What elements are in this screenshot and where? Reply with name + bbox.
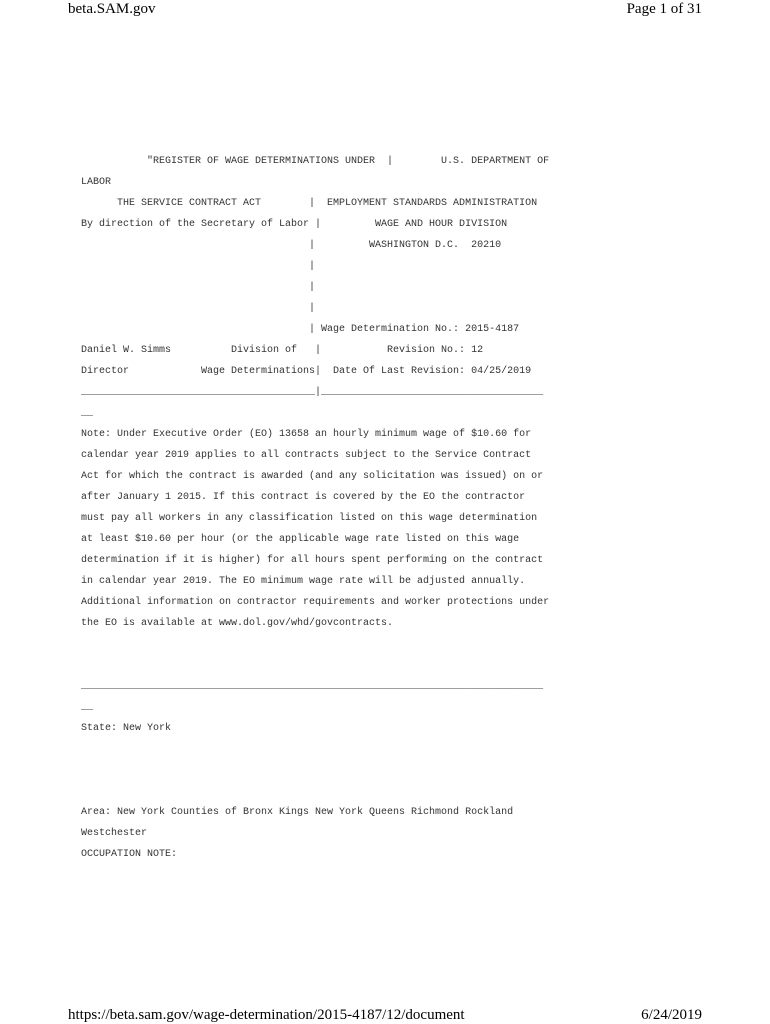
doc-line-rule-2-tail: __	[81, 702, 94, 713]
doc-line-rule-1-tail: __	[81, 408, 94, 419]
doc-line-note-6: at least $10.60 per hour (or the applicable wage rate listed on this wage	[81, 534, 520, 545]
doc-line-area: Area: New York Counties of Bronx Kings New York Queens Richmond Rockland	[81, 807, 514, 818]
doc-line-note-2: calendar year 2019 applies to all contracts subject to the Service Contract	[81, 450, 532, 461]
doc-line-note-5: must pay all workers in any classification listed on this wage determination	[81, 513, 538, 524]
doc-line-note-9: Additional information on contractor requirements and worker protections under	[81, 597, 550, 608]
doc-line-blank-1	[81, 634, 641, 655]
doc-line-rule-1: _______________________________________|_____________________________________	[81, 387, 544, 398]
site-name: beta.SAM.gov	[68, 1, 156, 17]
doc-line-area-cont: Westchester	[81, 828, 148, 839]
doc-line-divider-1: |	[81, 261, 316, 272]
wage-determination-document	[81, 151, 641, 865]
doc-line-blank-2	[81, 655, 641, 676]
page-number: Page 1 of 31	[626, 1, 702, 17]
doc-line-note-4: after January 1 2015. If this contract is covered by the EO the contractor	[81, 492, 526, 503]
doc-line-last-revision: Director Wage Determinations| Date Of Last Revision: 04/25/2019	[81, 366, 532, 377]
doc-line-note-1: Note: Under Executive Order (EO) 13658 an hourly minimum wage of $10.60 for	[81, 429, 532, 440]
doc-line-note-10: the EO is available at www.dol.gov/whd/govcontracts.	[81, 618, 394, 629]
doc-line-wage-determination-no: | Wage Determination No.: 2015-4187	[81, 324, 520, 335]
document-url: https://beta.sam.gov/wage-determination/2015-4187/12/document	[68, 1007, 465, 1023]
doc-line-title: "REGISTER OF WAGE DETERMINATIONS UNDER | U.S. DEPARTMENT OF	[81, 156, 550, 167]
print-date: 6/24/2019	[641, 1007, 702, 1023]
doc-line-occupation-note: OCCUPATION NOTE:	[81, 849, 178, 860]
doc-line-labor: LABOR	[81, 177, 112, 188]
doc-line-note-3: Act for which the contract is awarded (and any solicitation was issued) on or	[81, 471, 544, 482]
doc-line-rule-2: _____________________________________________________________________________	[81, 681, 544, 692]
doc-line-blank-5	[81, 781, 641, 802]
doc-line-secretary: By direction of the Secretary of Labor | WAGE AND HOUR DIVISION	[81, 219, 508, 230]
doc-line-revision-no: Daniel W. Simms Division of | Revision No.: 12	[81, 345, 484, 356]
doc-line-divider-3: |	[81, 303, 316, 314]
doc-line-divider-2: |	[81, 282, 316, 293]
doc-line-note-7: determination if it is higher) for all hours spent performing on the contract	[81, 555, 544, 566]
doc-line-washington: | WASHINGTON D.C. 20210	[81, 240, 502, 251]
doc-line-blank-3	[81, 739, 641, 760]
doc-line-state: State: New York	[81, 723, 172, 734]
doc-line-note-8: in calendar year 2019. The EO minimum wage rate will be adjusted annually.	[81, 576, 526, 587]
doc-line-service-contract-act: THE SERVICE CONTRACT ACT | EMPLOYMENT STANDARDS ADMINISTRATION	[81, 198, 538, 209]
doc-line-blank-4	[81, 760, 641, 781]
